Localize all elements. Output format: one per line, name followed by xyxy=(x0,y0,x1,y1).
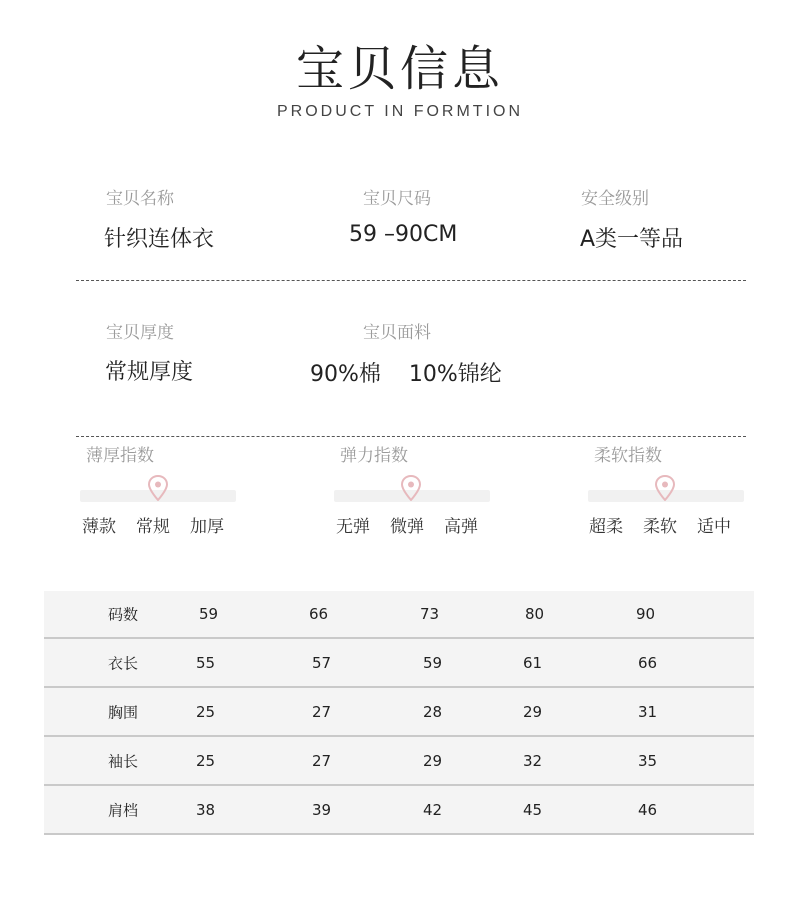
option-ultra-soft: 超柔 xyxy=(589,517,623,537)
size-table xyxy=(44,591,754,835)
option-thick: 加厚 xyxy=(190,517,224,537)
table-row xyxy=(44,737,754,786)
table-cell: 肩档 xyxy=(108,801,139,819)
table-cell: 35 xyxy=(638,751,658,770)
size-label: 宝贝尺码 xyxy=(363,189,431,209)
table-cell: 42 xyxy=(423,800,443,819)
page-subtitle: PRODUCT IN FORMTION xyxy=(276,103,524,120)
thickness-value: 常规厚度 xyxy=(105,360,194,385)
fabric-value: 90%棉 10%锦纶 xyxy=(310,362,502,387)
table-header-cell: 90 xyxy=(636,605,656,623)
elasticity-index-options xyxy=(336,512,498,537)
table-row xyxy=(44,639,754,688)
table-cell: 29 xyxy=(423,751,443,770)
thickness-index-label: 薄厚指数 xyxy=(86,446,154,466)
table-header-cell: 码数 xyxy=(108,605,139,624)
location-pin-icon xyxy=(401,475,421,501)
table-cell: 66 xyxy=(638,653,658,672)
divider xyxy=(76,436,746,437)
table-cell: 31 xyxy=(638,702,658,721)
table-cell: 25 xyxy=(196,702,216,721)
table-header-cell: 66 xyxy=(309,605,329,623)
table-cell: 38 xyxy=(196,800,216,819)
thickness-label: 宝贝厚度 xyxy=(106,323,174,343)
thickness-index-options xyxy=(82,512,244,537)
table-cell: 55 xyxy=(196,653,216,672)
table-row xyxy=(44,688,754,737)
table-cell: 39 xyxy=(312,800,332,819)
name-label: 宝贝名称 xyxy=(106,189,174,209)
size-value: 59 –90CM xyxy=(349,222,458,247)
table-cell: 25 xyxy=(196,751,216,770)
table-cell: 61 xyxy=(523,653,543,672)
table-cell: 27 xyxy=(312,702,332,721)
location-pin-icon xyxy=(655,475,675,501)
option-thin: 薄款 xyxy=(82,517,116,537)
table-cell: 46 xyxy=(638,800,658,819)
table-header-cell: 73 xyxy=(420,605,440,623)
table-cell: 27 xyxy=(312,751,332,770)
softness-index-label: 柔软指数 xyxy=(594,446,662,466)
table-cell: 45 xyxy=(523,800,543,819)
option-regular: 常规 xyxy=(136,517,170,537)
option-moderate: 适中 xyxy=(697,517,731,537)
location-pin-icon xyxy=(148,475,168,501)
table-cell: 衣长 xyxy=(108,654,139,672)
table-cell: 32 xyxy=(523,751,543,770)
table-cell: 28 xyxy=(423,702,443,721)
table-header-cell: 59 xyxy=(199,605,219,623)
option-no-stretch: 无弹 xyxy=(336,517,370,537)
table-cell: 胸围 xyxy=(108,703,139,721)
safety-value: A类一等品 xyxy=(580,227,684,252)
table-cell: 袖长 xyxy=(108,752,139,770)
option-high-stretch: 高弹 xyxy=(444,517,478,537)
safety-label: 安全级别 xyxy=(581,189,649,209)
table-row xyxy=(44,786,754,835)
fabric-label: 宝贝面料 xyxy=(363,323,431,343)
name-value: 针织连体衣 xyxy=(104,227,215,252)
table-header-cell: 80 xyxy=(525,605,545,623)
table-cell: 59 xyxy=(423,653,443,672)
table-header-row xyxy=(44,591,754,639)
table-cell: 29 xyxy=(523,702,543,721)
page-title: 宝贝信息 xyxy=(295,41,504,97)
divider xyxy=(76,280,746,281)
elasticity-index-label: 弹力指数 xyxy=(340,446,408,466)
option-slight-stretch: 微弹 xyxy=(390,517,424,537)
softness-index-options xyxy=(589,512,751,537)
table-cell: 57 xyxy=(312,653,332,672)
option-soft: 柔软 xyxy=(643,517,677,537)
